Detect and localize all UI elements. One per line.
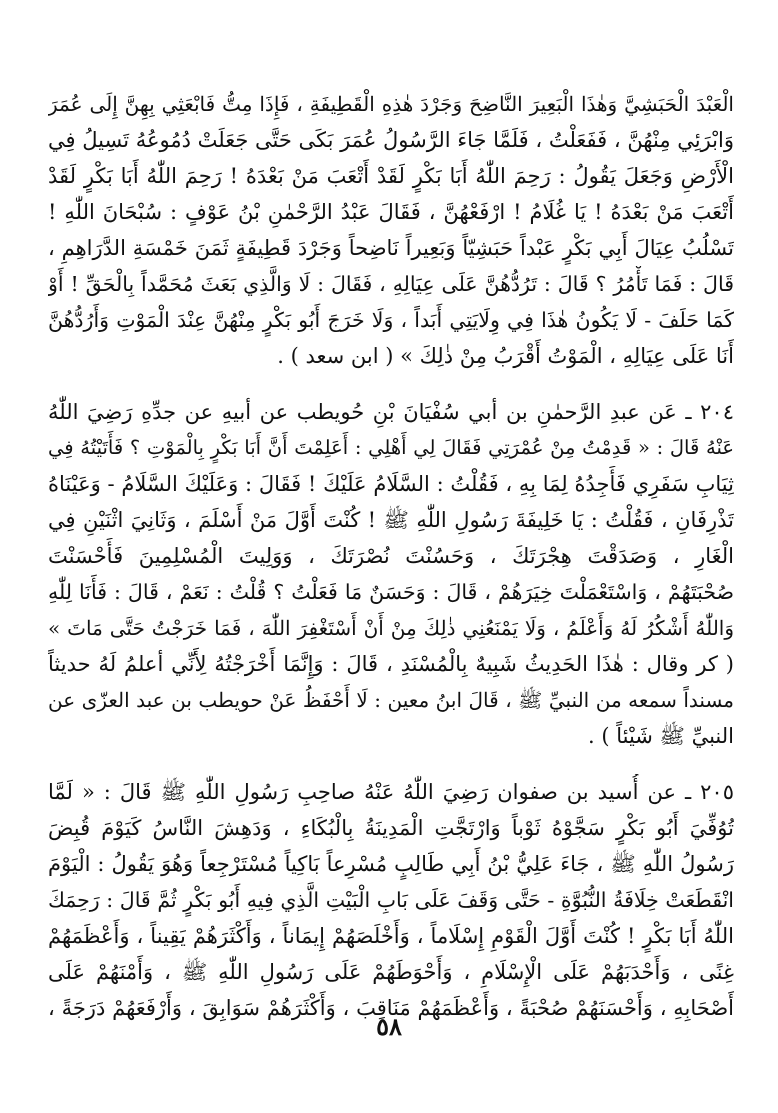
text-line: صُحْبَتَهُمْ ، وَاسْتَعْمَلْتَ خِيَرَهُمْ ، قَالَ : وَحَسَنٌ مَا فَعَلْتُ ؟ قُلْتُ : نَعَمْ ، قَالَ : فَأَنَا لِلّٰهِ — [48, 580, 734, 604]
paragraph-gap — [48, 754, 734, 774]
text-line: الْغَارِ ، وَصَدَقْتَ هِجْرَتَكَ ، وَحَسُنْتَ نُصْرَتَكَ ، وَوَلِيتَ الْمُسْلِمِينَ فَأَحْسَنْتَ — [48, 544, 734, 568]
text-line: تَذْرِفَانِ ، فَقُلْتُ : يَا خَلِيفَةَ رَسُولِ اللّٰهِ ﷺ ! كُنْتَ أَوَّلَ مَنْ أَسْلَمَ ، وَثَانِيَ اثْنَيْنِ فِي — [48, 508, 734, 532]
text-line: اللّٰهُ أَبَا بَكْرٍ ! كُنْتَ أَوَّلَ الْقَوْمِ إِسْلَاماً ، وَأَخْلَصَهُمْ إِيمَاناً ، وَأَكْثَرَهُمْ يَقِيناً ، وَأَعْظَمَهُمْ — [48, 924, 734, 948]
text-line: مسنداً سمعه من النبيِّ ﷺ ، قَالَ ابنُ معين : لَا أَحْفَظُ عَنْ حويطب بن عبد العزّى عن — [48, 688, 734, 712]
text-line: انْقَطَعَتْ خِلَافَةُ النُّبُوَّةِ - حَتَّى وَقَفَ عَلَى بَابِ الْبَيْتِ الَّذِي فِيهِ أَبُو بَكْرٍ ثُمَّ قَالَ : رَحِمَكَ — [48, 888, 734, 912]
text-line: تَسْلُبُ عِيَالَ أَبِي بَكْرٍ عَبْداً حَبَشِيّاً وَبَعِيراً نَاضِحاً وَجَرْدَ قَطِيفَةٍ ثَمَنَ خَمْسَةِ الدَّرَاهِمِ ، — [48, 236, 734, 260]
paragraph-gap — [48, 374, 734, 394]
paragraph-continuation — [48, 86, 734, 374]
paragraph-205 — [48, 774, 734, 1026]
text-line: النبيِّ ﷺ شَيْئاً ) . — [587, 724, 734, 748]
text-line: رَسُولُ اللّٰهِ ﷺ ، جَاءَ عَلِيُّ بْنُ أَبِي طَالِبٍ مُسْرِعاً بَاكِياً مُسْتَرْجِعاً وَهُوَ يَقُولُ : الْيَوْمَ — [48, 852, 734, 876]
text-line: غِنًى ، وَأَحْدَبَهُمْ عَلَى الْإِسْلَامِ ، وَأَحْوَطَهُمْ عَلَى رَسُولِ اللّٰهِ ﷺ ، وَأَمْنَهُمْ عَلَى — [48, 960, 734, 984]
document-page — [48, 86, 734, 1026]
text-line: تُوُفِّيَ أَبُو بَكْرٍ سَجَّوْهُ ثَوْباً وَارْتَجَّتِ الْمَدِينَةُ بِالْبُكَاءِ ، وَدَهِشَ النَّاسُ كَيَوْمَ قُبِضَ — [48, 816, 734, 840]
text-line: أَتْعَبَ مَنْ بَعْدَهُ ! يَا غُلَامُ ! ارْفَعْهُنَّ ، فَقَالَ عَبْدُ الرَّحْمٰنِ بْنُ عَوْفٍ : سُبْحَانَ اللّٰهِ ! — [48, 200, 734, 224]
paragraph-204 — [48, 394, 734, 754]
text-line: عَنْهُ قَالَ : « قَدِمْتُ مِنْ عُمْرَتِي فَقَالَ لِي أَهْلِي : أَعَلِمْتَ أَنَّ أَبَا بَكْرٍ بِالْمَوْتِ ؟ فَأَتَيْتُهُ فِي — [48, 436, 734, 459]
text-line: أَنَا عَلَى عِيَالِهِ ، الْمَوْتُ أَقْرَبُ مِنْ ذٰلِكَ » ( ابن سعد ) . — [277, 344, 734, 368]
text-line: الْأَرْضِ وَجَعَلَ يَقُولُ : رَحِمَ اللّٰهُ أَبَا بَكْرٍ لَقَدْ أَتْعَبَ مَنْ بَعْدَهُ ! رَحِمَ اللّٰهُ أَبَا بَكْرٍ لَقَدْ — [48, 164, 734, 188]
text-line: كَمَا حَلَفَ - لَا يَكُونُ هٰذَا فِي وِلَايَتِي أَبَداً ، وَلَا خَرَجَ أَبُو بَكْرٍ مِنْهُنَّ عِنْدَ الْمَوْتِ وَأَرُدُّهُنَّ — [48, 308, 734, 332]
text-line: ٢٠٤ ـ عَن عبدِ الرَّحمٰنِ بن أبي سُفْيَانَ بْنِ حُويطب عن أبيهِ عن جدِّهِ رَضِيَ اللّٰهُ — [48, 400, 734, 424]
page-number: ٥٨ — [376, 1012, 402, 1041]
text-line: الْعَبْدَ الْحَبَشِيَّ وَهٰذَا الْبَعِيرَ النَّاضِحَ وَجَرْدَ هٰذِهِ الْقَطِيفَةِ ، فَإِذَا مِتُّ فَابْعَثِي بِهِنَّ إِلَى عُمَرَ — [48, 92, 734, 116]
text-line: وَاللّٰهُ أَشْكُرُ لَهُ وَأَعْلَمُ ، وَلَا يَمْنَعُنِي ذٰلِكَ مِنْ أَنْ أَسْتَغْفِرَ اللّٰهَ ، فَمَا خَرَجْتُ حَتَّى مَاتَ » — [48, 616, 734, 640]
text-line: ثِيَابِ سَفَرِي فَأَجِدُهُ لِمَا بِهِ ، فَقُلْتُ : السَّلَامُ عَلَيْكَ ! فَقَالَ : وَعَلَيْكَ السَّلَامُ - وَعَيْنَاهُ — [48, 472, 734, 496]
text-line: أَصْحَابِهِ ، وَأَحْسَنَهُمْ صُحْبَةً ، وَأَعْظَمَهُمْ مَنَاقِبَ ، وَأَكْثَرَهُمْ سَوَابِقَ ، وَأَرْفَعَهُمْ دَرَجَةً ، — [48, 996, 734, 1020]
text-line: ( كر وقال : هٰذَا الحَدِيثُ شَبِيهٌ بِالْمُسْنَدِ ، قَالَ : وَإِنَّمَا أَخْرَجْتُهُ لِأَنِّي أعلمُ لَهُ حديثاً — [48, 652, 734, 676]
text-line: وَابْرَئِي مِنْهُنَّ ، فَفَعَلْتُ ، فَلَمَّا جَاءَ الرَّسُولُ عُمَرَ بَكَى حَتَّى جَعَلَتْ دُمُوعُهُ تَسِيلُ فِي — [48, 128, 734, 152]
text-line: ٢٠٥ ـ عن أُسيد بن صفوان رَضِيَ اللّٰهُ عَنْهُ صاحِبِ رَسُولِ اللّٰهِ ﷺ قَالَ : « لَمَّا — [48, 780, 734, 804]
text-line: قَالَ : فَمَا تَأْمُرُ ؟ قَالَ : تَرُدُّهُنَّ عَلَى عِيَالِهِ ، فَقَالَ : لَا وَالَّذِي بَعَثَ مُحَمَّداً بِالْحَقِّ ! أَوْ — [48, 272, 734, 296]
